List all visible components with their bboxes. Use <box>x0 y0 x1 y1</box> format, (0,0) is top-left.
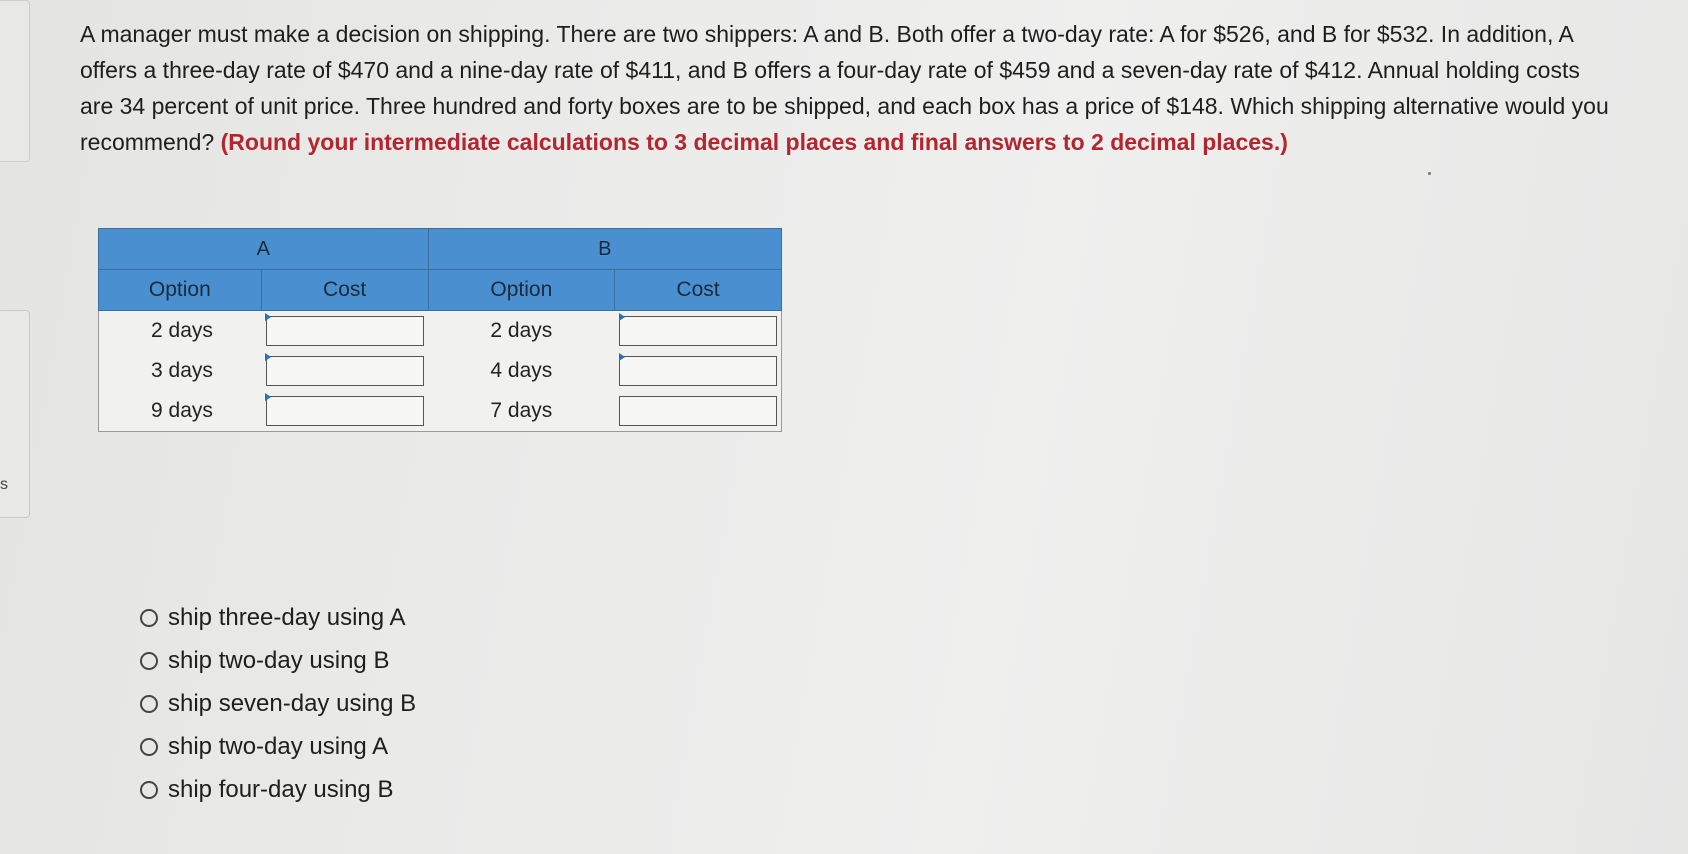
option-ship-seven-day-b[interactable] <box>140 682 416 725</box>
b-cost-cell <box>615 391 782 432</box>
a-cost-cell <box>261 391 428 432</box>
b-cost-header: Cost <box>615 270 782 311</box>
a-option-header: Option <box>99 270 262 311</box>
table-row <box>99 391 782 432</box>
a-cost-input-9-days[interactable] <box>266 396 424 426</box>
option-ship-two-day-b[interactable] <box>140 639 416 682</box>
side-panel-top <box>0 0 30 162</box>
radio-button[interactable] <box>140 652 158 670</box>
question-body: A manager must make a decision on shipping. There are two shippers: A and B. Both offer a two-day rate: A for $526, and B for $532. In addition, A offers a three-day rate of $470 and a nine-day rate of $411, and B offers a four-day rate of $459 and a seven-day rate of $412. Annual holding costs are 34 percent of unit price. Three hundred and forty boxes are to be shipped, and each box has a price of $148. Which shipping alternative would you recommend? <box>80 21 1609 155</box>
b-cost-cell <box>615 311 782 352</box>
b-cost-input-4-days[interactable] <box>619 356 777 386</box>
option-label: ship two-day using B <box>168 646 390 674</box>
option-ship-two-day-a[interactable] <box>140 725 416 768</box>
a-option-cell: 9 days <box>151 399 213 422</box>
shipper-b-header: B <box>428 229 781 270</box>
side-panel-letter: s <box>0 476 8 493</box>
b-option-header: Option <box>428 270 614 311</box>
table-row <box>99 351 782 391</box>
table-row <box>99 311 782 352</box>
option-label: ship three-day using A <box>168 603 406 631</box>
radio-button[interactable] <box>140 738 158 756</box>
a-cost-input-3-days[interactable] <box>266 356 424 386</box>
stray-dot <box>1428 172 1431 175</box>
a-option-cell: 2 days <box>151 319 213 342</box>
b-cost-input-2-days[interactable] <box>619 316 777 346</box>
a-cost-cell <box>261 311 428 352</box>
a-cost-header: Cost <box>261 270 428 311</box>
b-cost-input-7-days[interactable] <box>619 396 777 426</box>
shipping-cost-table <box>98 228 782 432</box>
a-cost-cell <box>261 351 428 391</box>
option-ship-three-day-a[interactable] <box>140 596 416 639</box>
shipper-a-header: A <box>99 229 429 270</box>
b-cost-cell <box>615 351 782 391</box>
b-option-cell: 2 days <box>490 319 553 342</box>
option-ship-four-day-b[interactable] <box>140 768 416 811</box>
question-text <box>80 16 1610 160</box>
a-option-cell: 3 days <box>151 359 213 382</box>
rounding-instruction: (Round your intermediate calculations to 3 decimal places and final answers to 2 decimal places.) <box>220 129 1288 155</box>
b-option-cell: 7 days <box>490 399 553 422</box>
recommendation-options <box>140 596 416 811</box>
radio-button[interactable] <box>140 781 158 799</box>
option-label: ship seven-day using B <box>168 689 417 717</box>
b-option-cell: 4 days <box>490 359 553 382</box>
option-label: ship two-day using A <box>168 732 389 760</box>
radio-button[interactable] <box>140 609 158 627</box>
radio-button[interactable] <box>140 695 158 713</box>
a-cost-input-2-days[interactable] <box>266 316 424 346</box>
option-label: ship four-day using B <box>168 775 394 803</box>
